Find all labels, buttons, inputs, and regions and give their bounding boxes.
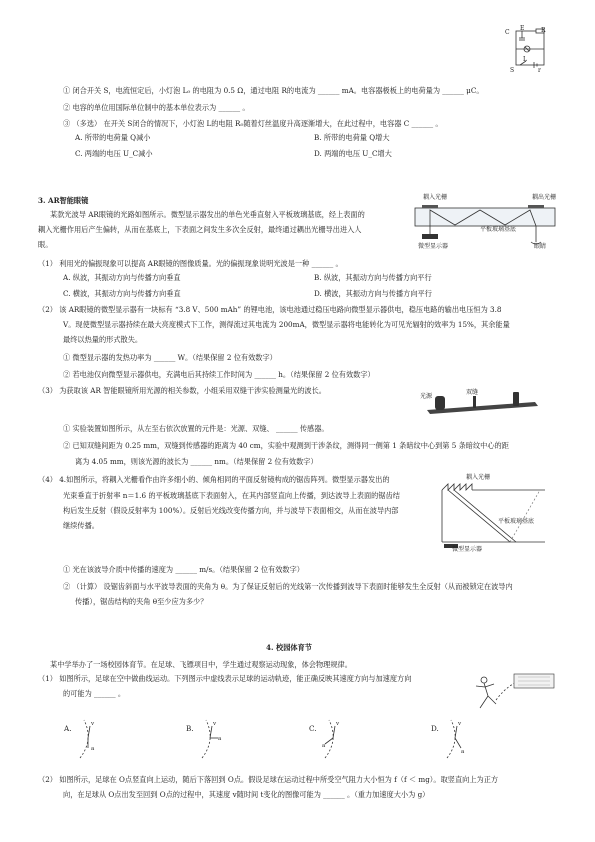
option-d-v-label: v xyxy=(458,721,462,727)
s4-p1-line1: （1） 如图所示，足球在空中做曲线运动。下列图示中虚线表示足球的运动轨迹，能正确反映其速度方向与加速度方向 xyxy=(38,674,412,683)
s2-q2: ② 电容的单位用国际单位制中的基本单位表示为 ______ 。 xyxy=(63,103,250,112)
s3-p2-line2: V。现使微型显示器持续在最大亮度模式下工作，测得流过其电流为 200mA，微型显示器将电能转化为可见光辐射的效率为 15%，其余能量 xyxy=(63,320,510,329)
fig1-display-label: 微型显示器 xyxy=(418,243,449,250)
s4-p2-line2: 向，在足球从 O点出发至回到 O点的过程中，其速度 v随时间 t变化的图像可能为 ______ 。（重力加速度大小为 g） xyxy=(63,790,430,799)
s2-option-b: B. 所带的电荷量 Q增大 xyxy=(314,133,390,142)
option-c-v-label: v xyxy=(336,721,340,727)
s4-option-c-label: C. xyxy=(309,724,317,733)
s3-p2-line1: （2） 该 AR眼镜的微型显示器有一块标有 “3.8 V、500 mAh” 的锂电池，该电池通过稳压电路向微型显示器供电，稳压电路的输出电压恒为 3.8 xyxy=(38,305,502,314)
circuit-l-label: L xyxy=(523,56,527,63)
s3-p4-q2-line1: ② （计算） 设锯齿斜面与水平波导表面的夹角为 θ。为了保证反射后的光线第一次传播到波导下表面时能够发生全反射（从而被锁定在波导内 xyxy=(63,582,513,591)
fig1-plate-label: 平板玻璃基底 xyxy=(480,226,517,233)
waveguide-figure xyxy=(410,198,560,248)
option-c-a-label: a xyxy=(322,743,326,749)
s3-p2-q1: ① 微型显示器的发热功率为 ______ W。（结果保留 2 位有效数字） xyxy=(63,353,277,362)
s3-p3: （3） 为获取该 AR 智能眼镜所用光源的相关参数，小组采用双缝干涉实验测量光的波长。 xyxy=(38,386,326,395)
s3-intro-line1: 某款光波导 AR眼镜的光路如图所示。微型显示器发出的单色光垂直射入平板玻璃基底，经上表面的 xyxy=(50,210,365,219)
s3-p3-q2-line2: 离为 4.05 mm，则该光源的波长为 ______ nm。（结果保留 2 位有效数字） xyxy=(75,457,318,466)
double-slit-apparatus xyxy=(425,388,540,418)
fig2-source-label: 光源 xyxy=(420,393,433,400)
circuit-e-label: E xyxy=(520,25,525,32)
s2-q3: ③ （多选） 在开关 S闭合的情况下，小灯泡 L的电阻 R₀随着灯丝温度升高逐渐增大，在此过程中，电容器 C ______ 。 xyxy=(63,119,443,128)
s4-intro: 某中学举办了一场校园体育节。在足球、飞镖项目中，学生通过观察运动现象，体会物理规律。 xyxy=(50,660,352,669)
section-3-title: 3. AR智能眼镜 xyxy=(38,196,89,205)
s3-p2-line3: 最终以热量的形式散失。 xyxy=(63,335,143,344)
circuit-r-label: R xyxy=(541,27,546,34)
s4-p1-line2: 的可能为 ______ 。 xyxy=(63,689,126,698)
s3-intro-line3: 眼。 xyxy=(38,240,53,249)
football-kick-figure xyxy=(470,672,560,712)
s4-p2-line1: （2） 如图所示，足球在 O点竖直向上运动，随后下落回到 O点。假设足球在运动过程中所受空气阻力大小恒为 f（f ＜ mg）。取竖直向上为正方 xyxy=(38,775,499,784)
option-a-a-label: a xyxy=(91,746,95,752)
s3-p4-line1: （4） 4.如图所示，将耦入光栅看作由许多细小的、倾角相同的平面反射镜构成的锯齿阵列。微型显示器发出的 xyxy=(38,475,390,484)
s3-p1-option-d: D. 横波，其振动方向与传播方向平行 xyxy=(314,289,432,298)
fig1-out-grating-label: 耦出光栅 xyxy=(532,194,557,201)
s3-p4-line2: 光束垂直于折射率 n＝1.6 的平板玻璃基底下表面射入，在其内部竖直向上传播，到达波导上表面的锯齿结 xyxy=(63,491,400,500)
s2-option-d: D. 两端的电压 U_C增大 xyxy=(314,149,392,158)
s2-option-a: A. 所带的电荷量 Q减小 xyxy=(75,133,151,142)
s2-option-c: C. 两端的电压 U_C减小 xyxy=(75,149,153,158)
s3-p3-q1: ① 实验装置如图所示，从左至右依次放置的元件是：光源、双缝、 ______ 传感器。 xyxy=(63,424,329,433)
fig1-in-grating-label: 耦入光栅 xyxy=(423,194,448,201)
circuit-s-label: S xyxy=(510,67,515,74)
fig3-plate-label: 平板玻璃基底 xyxy=(498,518,535,525)
s3-p4-q1: ① 光在该波导介质中传播的速度为 ______ m/s。（结果保留 2 位有效数字） xyxy=(63,565,304,574)
section-4-title: 4. 校园体育节 xyxy=(266,643,312,652)
s4-option-b-label: B. xyxy=(186,724,194,733)
option-b-v-label: v xyxy=(213,721,217,727)
s3-p1-option-b: B. 纵波，其振动方向与传播方向平行 xyxy=(314,273,432,282)
option-b-a-label: a xyxy=(218,736,222,742)
s3-p4-line4: 继续传播。 xyxy=(63,521,99,530)
fig1-eye-label: 眼睛 xyxy=(534,243,547,250)
s3-p1-option-a: A. 纵波，其振动方向与传播方向垂直 xyxy=(63,273,181,282)
s3-p1-option-c: C. 横波，其振动方向与传播方向垂直 xyxy=(63,289,181,298)
s2-q1: ① 闭合开关 S，电流恒定后，小灯泡 L₀ 的电阻为 0.5 Ω，通过电阻 R的电流为 ______ mA。电容器极板上的电荷量为 ______ μC。 xyxy=(63,86,484,95)
fig3-display-label: 微型显示器 xyxy=(452,546,483,553)
circuit-c-label: C xyxy=(505,29,510,36)
s3-intro-line2: 耦入光栅作用后产生偏转，从而在基底上，下表面之间发生多次全反射，最终通过耦出光栅导出进入人 xyxy=(38,225,362,234)
s3-p2-q2: ② 若电池仅向微型显示器供电，充满电后其持续工作时间为 ______ h。（结果保留 2 位有效数字） xyxy=(63,370,375,379)
fig2-slit-label: 双缝 xyxy=(466,389,479,396)
option-a-v-label: v xyxy=(91,721,95,727)
s3-p3-q2-line1: ② 已知双缝间距为 0.25 mm，双缝到传感器的距离为 40 cm，实验中观测到干涉条纹，测得同一侧第 1 条暗纹中心到第 5 条暗纹中心的距 xyxy=(63,441,509,450)
s3-p1: （1） 利用光的偏振现象可以提高 AR眼镜的图像质量。光的偏振现象说明光波是一种 ______ 。 xyxy=(38,259,343,268)
s3-p4-line3: 构后发生反射（假设反射率为 100%）。反射后光线改变传播方向，并与波导下表面相交，从而在波导内部 xyxy=(63,506,399,515)
fig3-in-grating-label: 耦入光栅 xyxy=(466,474,491,481)
s3-p4-q2-line2: 传播），锯齿结构的夹角 θ至少应为多少？ xyxy=(75,597,208,606)
s4-option-a-label: A. xyxy=(64,724,72,733)
circuit-r-internal-label: r xyxy=(538,67,541,74)
s4-option-d-label: D. xyxy=(431,724,439,733)
option-d-a-label: a xyxy=(461,749,465,755)
